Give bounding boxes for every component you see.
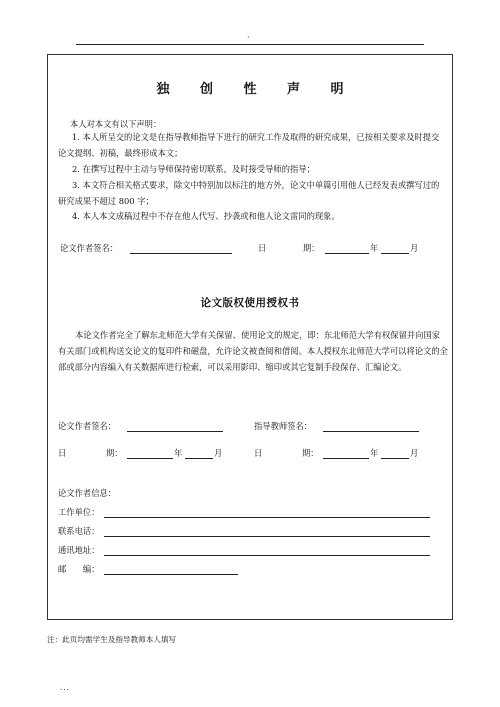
author-sign-field[interactable] [127, 431, 223, 432]
advisor-date-label-2: 期： [302, 448, 319, 458]
address-field[interactable] [104, 555, 430, 556]
declaration-intro: 本人对本文有以下声明： [70, 119, 162, 129]
author-year-label: 年 [174, 448, 183, 458]
author-date-label-2: 期： [106, 448, 123, 458]
authorization-body: 本论文作者完全了解东北师范大学有关保留、使用论文的规定，即：东北师范大学有权保留并向国家有关部门或机构送交论文的复印件和磁盘，允许论文被查阅和借阅。本人授权东北师范大学可以将论文的全部或部分内容编入有关数据库进行检索，可以采用影印、缩印或其它复制手段保存、汇编论文。 [58, 330, 448, 372]
advisor-month-field[interactable] [381, 458, 409, 459]
author-info-heading: 论文作者信息： [58, 488, 117, 498]
advisor-year-label: 年 [370, 448, 379, 458]
footnote: 注：此页均需学生及指导教师本人填写 [47, 635, 177, 644]
postcode-label: 邮 编： [58, 564, 100, 574]
author-year-field[interactable] [127, 458, 173, 459]
declaration-sign-label: 论文作者签名： [60, 243, 119, 253]
declaration-item-1: 1. 本人所呈交的论文是在指导教师指导下进行的研究工作及取得的研究成果，已按相关要求及时提交论文提纲、初稿，最终形成本文； [58, 132, 440, 158]
declaration-month-field[interactable] [381, 253, 409, 254]
phone-field[interactable] [104, 536, 430, 537]
advisor-sign-label: 指导教师签名： [254, 421, 313, 431]
declaration-item-3: 3. 本文符合相关格式要求，除文中特别加以标注的地方外，论文中单篇引用他人已经发表或撰写过的研究成果不超过 800 字； [58, 180, 440, 206]
author-sign-label: 论文作者签名： [58, 421, 117, 431]
advisor-date-label-1: 日 [254, 448, 263, 458]
address-label: 通讯地址： [58, 545, 100, 555]
postcode-field[interactable] [104, 574, 238, 575]
declaration-item-4: 4. 本人本文成稿过程中不存在他人代写、抄袭或和他人论文雷同的现象。 [72, 211, 340, 221]
declaration-year-label: 年 [370, 243, 379, 253]
declaration-month-label: 月 [410, 243, 419, 253]
advisor-sign-field[interactable] [323, 431, 419, 432]
declaration-item-2: 2. 在撰写过程中主动与导师保持密切联系，及时接受导师的指导； [72, 164, 315, 174]
work-unit-field[interactable] [104, 517, 430, 518]
declaration-sign-field[interactable] [130, 253, 232, 254]
header-rule [76, 44, 424, 45]
author-date-label-1: 日 [58, 448, 67, 458]
author-month-field[interactable] [185, 458, 213, 459]
footer-dots: ... [60, 684, 70, 692]
declaration-title: 独 创 性 声 明 [156, 82, 357, 97]
declaration-date-label-1: 日 [258, 243, 267, 253]
advisor-year-field[interactable] [323, 458, 369, 459]
declaration-year-field[interactable] [325, 253, 369, 254]
work-unit-label: 工作单位： [58, 507, 100, 517]
author-month-label: 月 [214, 448, 223, 458]
advisor-month-label: 月 [410, 448, 419, 458]
phone-label: 联系电话： [58, 526, 100, 536]
declaration-date-label-2: 期： [303, 243, 320, 253]
header-mark: · [247, 33, 250, 42]
authorization-title: 论文版权使用授权书 [200, 297, 300, 309]
